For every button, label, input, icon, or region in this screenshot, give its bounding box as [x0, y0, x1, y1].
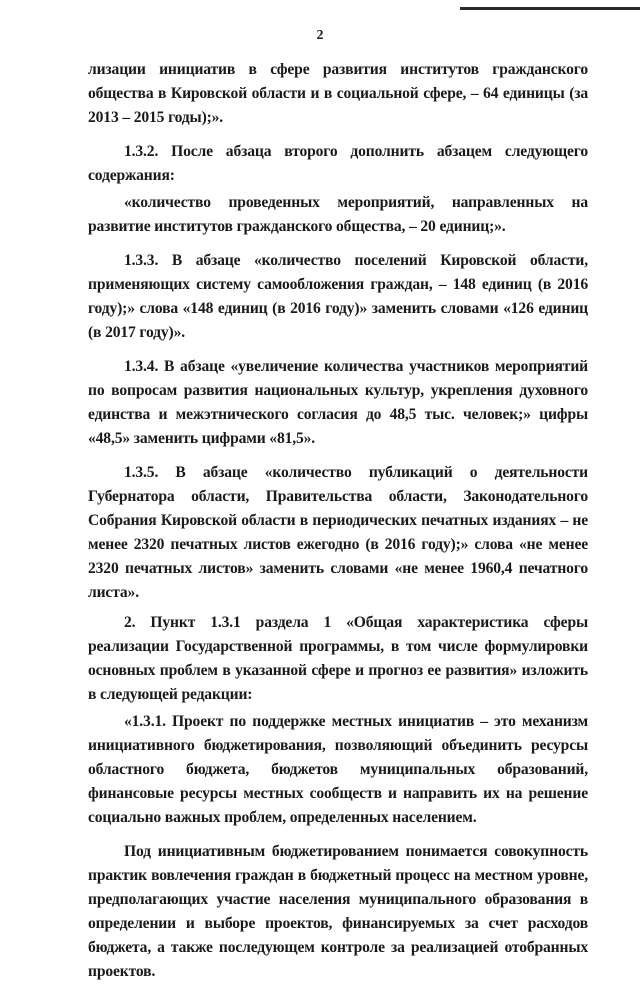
paragraph-1-3-4: 1.3.4. В абзаце «увеличение количества участников мероприятий по вопросам развития национальных культур, укрепления духовного единства и межэтнического согласия до 48,5 тыс. человек;» цифры «48,5» заменить цифрами «81,5».	[88, 358, 588, 447]
paragraph-1-3-5: 1.3.5. В абзаце «количество публикаций о деятельности Губернатора области, Правительства области, Законодательного Собрания Кировской области в периодических печатных изданиях – не менее 2320 печатных листов ежегодно (в 2016 году);» слова «не менее 2320 печатных листов» заменить словами «не менее 1960,4 печатного листа».	[88, 464, 588, 601]
paragraph-continuation: лизации инициатив в сфере развития институтов гражданского общества в Кировской области и в социальной сфере, – 64 единицы (за 2013 – 2015 годы);».	[88, 61, 588, 126]
paragraph-1-3-3: 1.3.3. В абзаце «количество поселений Кировской области, применяющих систему самообложения граждан, – 148 единиц (в 2016 году);» слова «148 единиц (в 2016 году)» заменить словами «126 единиц (в 2017 году)».	[88, 252, 588, 341]
paragraph-1-3-1-quote: «1.3.1. Проект по поддержке местных инициатив – это механизм инициативного бюджетирования, позволяющий объединить ресурсы областного бюджета, бюджетов муниципальных образований, финансовые ресурсы местных сообществ и направить их на решение социально важных проблем, определенных населением.	[88, 713, 588, 826]
page-number: 2	[316, 28, 324, 43]
top-border-line	[460, 7, 640, 10]
paragraph-1-3-2: 1.3.2. После абзаца второго дополнить абзацем следующего содержания:	[88, 143, 588, 184]
document-body	[88, 58, 588, 987]
paragraph-1-3-2-quote: «количество проведенных мероприятий, направленных на развитие институтов гражданского общества, – 20 единиц;».	[88, 194, 588, 235]
paragraph-initiative-budgeting: Под инициативным бюджетированием понимается совокупность практик вовлечения граждан в бюджетный процесс на местном уровне, предполагающих участие населения муниципального образования в определении и выборе проектов, финансируемых за счет расходов бюджета, а также последующем контроле за реализацией отобранных проектов.	[88, 843, 588, 980]
paragraph-2: 2. Пункт 1.3.1 раздела 1 «Общая характеристика сферы реализации Государственной программы, в том числе формулировки основных проблем в указанной сфере и прогноз ее развития» изложить в следующей редакции:	[88, 614, 588, 703]
